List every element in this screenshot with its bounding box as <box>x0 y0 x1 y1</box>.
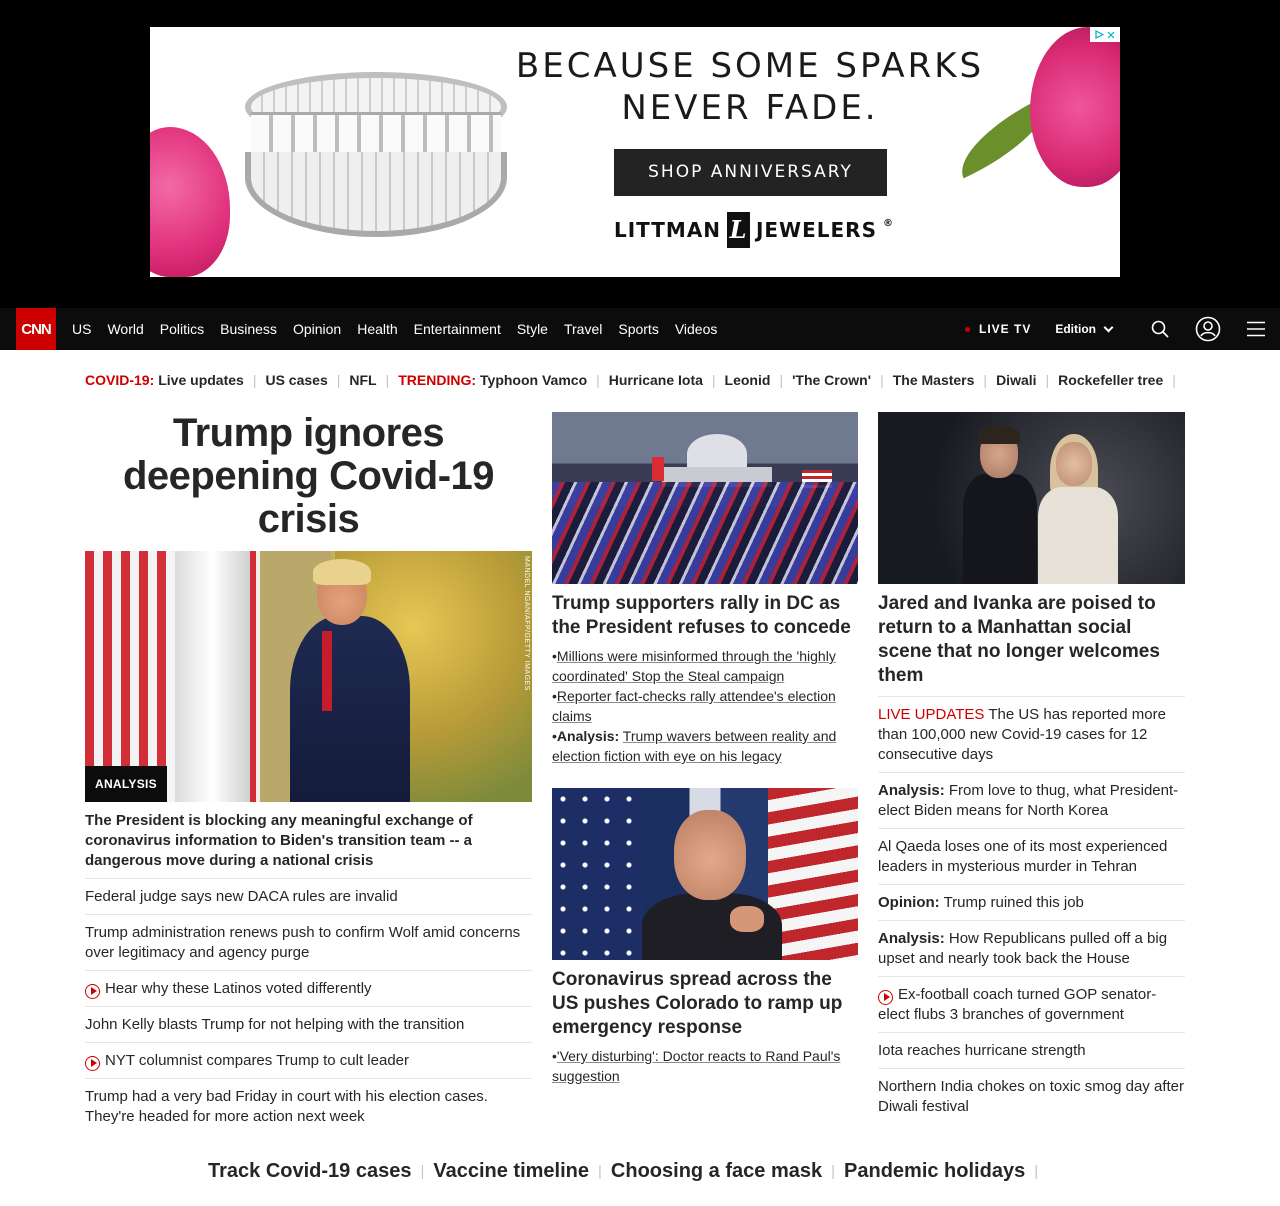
trending-link[interactable]: The Masters <box>892 372 975 388</box>
ad-choices-icon[interactable] <box>1090 27 1120 42</box>
nav-link-style[interactable]: Style <box>516 321 548 337</box>
ad-brand-logo: LITTMAN L JEWELERS ® <box>614 212 894 248</box>
right-story-list <box>878 696 1185 1124</box>
lead-column <box>85 412 532 1134</box>
story-card <box>552 788 858 1086</box>
nav-link-entertainment[interactable]: Entertainment <box>413 321 501 337</box>
list-item[interactable]: Hear why these Latinos voted differently <box>85 970 532 1006</box>
nav-link-sports[interactable]: Sports <box>618 321 659 337</box>
lead-image[interactable] <box>85 551 532 802</box>
list-item[interactable]: Analysis: How Republicans pulled off a big upset and nearly took back the House <box>878 920 1185 976</box>
list-item[interactable]: Trump had a very bad Friday in court with his election cases. They're headed for more action next week <box>85 1078 532 1134</box>
bottom-link[interactable]: Choosing a face mask <box>610 1159 823 1182</box>
lead-summary[interactable]: The President is blocking any meaningful exchange of coronavirus information to Biden's transition team -- a dangerous move during a national crisis <box>85 812 473 869</box>
shop-anniversary-button[interactable]: SHOP ANNIVERSARY <box>614 149 887 196</box>
ad-headline: BECAUSE SOME SPARKS NEVER FADE. <box>515 46 985 128</box>
list-item[interactable]: John Kelly blasts Trump for not helping with the transition <box>85 1006 532 1042</box>
trending-link[interactable]: Rockefeller tree <box>1058 372 1164 388</box>
nav-link-opinion[interactable]: Opinion <box>292 321 342 337</box>
menu-button[interactable] <box>1232 308 1280 350</box>
kushner-image[interactable] <box>878 412 1185 584</box>
trending-link[interactable]: 'The Crown' <box>792 372 872 388</box>
nav-link-health[interactable]: Health <box>357 321 398 337</box>
trending-link[interactable]: Live updates <box>158 372 244 388</box>
nav-link-politics[interactable]: Politics <box>159 321 205 337</box>
trending-link[interactable]: Typhoon Vamco <box>480 372 588 388</box>
related-links <box>552 646 858 766</box>
flower-illustration <box>1030 27 1120 187</box>
search-button[interactable] <box>1136 308 1184 350</box>
trending-link[interactable]: Diwali <box>996 372 1037 388</box>
nav-link-videos[interactable]: Videos <box>674 321 718 337</box>
card-headline[interactable]: Jared and Ivanka are poised to return to a Manhattan social scene that no longer welcomes them <box>878 593 1160 686</box>
list-item[interactable]: NYT columnist compares Trump to cult leader <box>85 1042 532 1078</box>
related-links <box>552 1046 858 1086</box>
trending-label: TRENDING: <box>398 372 477 388</box>
play-icon <box>878 990 893 1005</box>
list-item[interactable]: Analysis: From love to thug, what President-elect Biden means for North Korea <box>878 772 1185 828</box>
bottom-link[interactable]: Track Covid-19 cases <box>208 1159 412 1182</box>
play-icon <box>85 1056 100 1071</box>
trending-link[interactable]: US cases <box>265 372 328 388</box>
nav-links <box>72 308 733 350</box>
live-updates-label: LIVE UPDATES <box>878 706 985 723</box>
related-link[interactable]: • 'Very disturbing': Doctor reacts to Rand Paul's suggestion <box>552 1046 858 1086</box>
list-item[interactable]: Al Qaeda loses one of its most experienced leaders in mysterious murder in Tehran <box>878 828 1185 884</box>
live-dot-icon <box>965 327 970 332</box>
edition-dropdown[interactable]: Edition <box>1055 322 1112 336</box>
list-item[interactable]: Trump administration renews push to confirm Wolf amid concerns over legitimacy and agency purge <box>85 914 532 970</box>
related-link[interactable]: • Reporter fact-checks rally attendee's election claims <box>552 686 858 726</box>
nav-link-business[interactable]: Business <box>220 321 277 337</box>
account-button[interactable] <box>1184 308 1232 350</box>
trending-bar: COVID-19: Live updates | US cases | NFL | TRENDING: Typhoon Vamco | Hurricane Iota | Leonid | 'The Crown' | The Masters | Diwali | Rockefeller tree | <box>85 372 1176 388</box>
photo-credit: MANDEL NGAN/AFP/GETTY IMAGES <box>523 556 530 691</box>
nav-link-us[interactable]: US <box>72 321 92 337</box>
ring-image <box>245 72 507 237</box>
polis-image[interactable] <box>552 788 858 960</box>
middle-column <box>552 412 858 1086</box>
related-link[interactable]: • Millions were misinformed through the 'highly coordinated' Stop the Steal campaign <box>552 646 858 686</box>
trending-link[interactable]: Leonid <box>724 372 771 388</box>
chevron-down-icon <box>1104 322 1114 332</box>
play-icon <box>85 984 100 999</box>
list-item[interactable]: Ex-football coach turned GOP senator-elect flubs 3 branches of government <box>878 976 1185 1032</box>
story-card <box>552 412 858 766</box>
nav-link-world[interactable]: World <box>107 321 144 337</box>
bottom-link[interactable]: Vaccine timeline <box>433 1159 590 1182</box>
live-tv-button[interactable]: LIVE TV <box>965 322 1031 336</box>
analysis-tag: ANALYSIS <box>85 766 167 802</box>
top-nav <box>0 308 1280 350</box>
bottom-link[interactable]: Pandemic holidays <box>844 1159 1026 1182</box>
list-item[interactable]: LIVE UPDATES The US has reported more than 100,000 new Covid-19 cases for 12 consecutive days <box>878 696 1185 772</box>
nav-link-travel[interactable]: Travel <box>563 321 603 337</box>
card-headline[interactable]: Coronavirus spread across the US pushes Colorado to ramp up emergency response <box>552 969 843 1038</box>
lead-story-list <box>85 878 532 1134</box>
list-item[interactable]: Iota reaches hurricane strength <box>878 1032 1185 1068</box>
covid-label: COVID-19: <box>85 372 155 388</box>
list-item[interactable]: Opinion: Trump ruined this job <box>878 884 1185 920</box>
lead-headline[interactable]: Trump ignores deepening Covid-19 crisis <box>122 411 495 541</box>
related-link[interactable]: • Analysis: Trump wavers between reality and election fiction with eye on his legacy <box>552 726 858 766</box>
rally-image[interactable] <box>552 412 858 584</box>
card-headline[interactable]: Trump supporters rally in DC as the President refuses to concede <box>552 593 851 638</box>
trending-link[interactable]: Hurricane Iota <box>608 372 703 388</box>
nav-actions <box>965 308 1280 350</box>
list-item[interactable]: Federal judge says new DACA rules are invalid <box>85 878 532 914</box>
bottom-links: Track Covid-19 cases | Vaccine timeline | Choosing a face mask | Pandemic holidays | <box>208 1159 1039 1182</box>
ad-area <box>0 0 1280 308</box>
flower-illustration <box>150 127 230 277</box>
right-column <box>878 412 1185 1124</box>
ad-banner[interactable] <box>150 27 1120 277</box>
brand-monogram: L <box>727 212 750 248</box>
user-icon <box>1195 316 1221 342</box>
cnn-logo[interactable]: CNN <box>16 308 56 350</box>
list-item[interactable]: Northern India chokes on toxic smog day after Diwali festival <box>878 1068 1185 1124</box>
trending-link[interactable]: NFL <box>349 372 377 388</box>
search-icon <box>1151 320 1169 338</box>
hamburger-icon <box>1247 321 1265 337</box>
